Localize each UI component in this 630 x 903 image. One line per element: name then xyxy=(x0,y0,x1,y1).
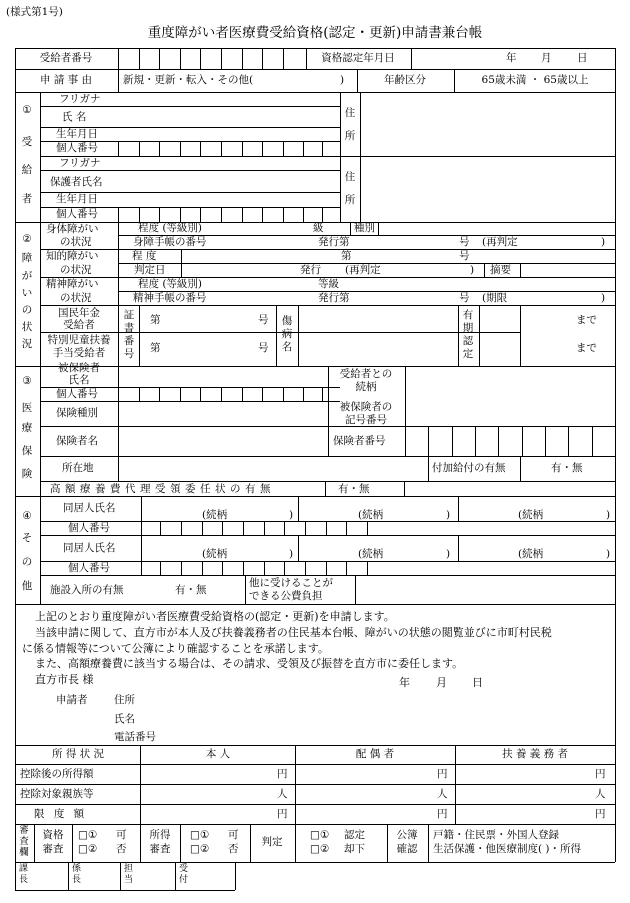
cert-year-label: 年 xyxy=(506,52,517,64)
unit-label: 円 xyxy=(277,768,288,780)
physical-kind-label: 種別 xyxy=(354,222,375,234)
furigana-label: フリガナ xyxy=(59,93,101,105)
section1-number: ① xyxy=(22,104,32,116)
registry-check-label-1: 公簿 xyxy=(396,829,418,841)
intellectual-no-label: 号 xyxy=(459,250,470,262)
section4-number: ④ xyxy=(22,510,32,522)
income-row-label: 控除対象親族等 xyxy=(20,788,94,800)
disease-char: 名 xyxy=(281,341,293,353)
mental-no-label: 号 xyxy=(459,292,470,304)
cohabitant-mynumber-label-1: 個人番号 xyxy=(68,522,110,534)
cohabitant-mynumber-label-2: 個人番号 xyxy=(68,562,110,574)
checkbox-2[interactable]: □② xyxy=(190,843,210,855)
stamp-label-4b: 付 xyxy=(179,875,189,885)
checkbox-1[interactable]: □① xyxy=(310,829,330,841)
applicant-name-label: 氏名 xyxy=(114,713,135,725)
stamp-label-1b: 長 xyxy=(19,875,29,885)
income-header-support: 扶 養 義 務 者 xyxy=(502,748,568,760)
facility-label: 施設入所の有無 xyxy=(50,584,124,596)
other-public-label-1: 他に受けることが xyxy=(249,577,333,589)
reason-options: 新規・更新・転入・その他( xyxy=(123,74,254,86)
applicant-tel-label: 電話番号 xyxy=(114,731,156,743)
valid-period-char: 認 xyxy=(462,335,474,347)
form-number: (様式第1号) xyxy=(6,6,63,18)
unit-label: 円 xyxy=(277,808,288,820)
section2-char: い xyxy=(21,287,33,299)
other-public-label-2: できる公費負担 xyxy=(249,590,323,602)
stamp-label-3a: 担 xyxy=(124,864,134,874)
section3-number: ③ xyxy=(22,375,32,387)
intellectual-summary-label: 摘要 xyxy=(490,264,511,276)
insured-label-2: 氏名 xyxy=(68,374,90,386)
income-row-label: 限 度 額 xyxy=(34,808,88,820)
income-header-spouse: 配 偶 者 xyxy=(355,748,395,760)
mayor-address: 直方市長 様 xyxy=(35,673,94,686)
address-label-1: 住 xyxy=(344,107,356,119)
section4-char: の xyxy=(21,556,33,568)
relation-close: ) xyxy=(606,509,611,521)
disease-char: 病 xyxy=(281,328,293,340)
mental-grade-label: 等級 xyxy=(318,278,339,290)
insured-mynumber-label: 個人番号 xyxy=(56,388,98,400)
ng-label: 否 xyxy=(116,843,127,855)
extra-benefit-options: 有・無 xyxy=(551,462,583,474)
disease-char: 傷 xyxy=(281,315,293,327)
unit-label: 人 xyxy=(437,788,448,800)
cert-no-char: 書 xyxy=(123,322,135,334)
income-review-label-1: 所得 xyxy=(149,829,171,841)
relation-open: (続柄 xyxy=(518,509,544,521)
stamp-label-4a: 受 xyxy=(179,864,189,874)
pension-no-suffix: 号 xyxy=(258,314,269,326)
unit-label: 円 xyxy=(595,768,606,780)
intellectual-degree-label: 程 度 xyxy=(132,250,157,262)
special-allowance-label-1: 特別児童扶養 xyxy=(47,334,111,346)
relation-close: ) xyxy=(446,548,451,560)
section1-char: 受 xyxy=(21,136,33,148)
section4-char: そ xyxy=(21,532,33,544)
section2-number: ② xyxy=(22,233,32,245)
cert-no-char: 番 xyxy=(123,335,135,347)
valid-period-char: 定 xyxy=(462,348,474,360)
relation-open: (続柄 xyxy=(518,548,544,560)
insured-symbol-label-2: 記号番号 xyxy=(345,414,387,426)
guardian-address-label-1: 住 xyxy=(344,171,356,183)
unit-label: 円 xyxy=(437,768,448,780)
review-char: 欄 xyxy=(19,847,29,858)
mental-period-label: (期限 xyxy=(482,292,508,304)
income-review-label-2: 審査 xyxy=(149,843,171,855)
unit-label: 円 xyxy=(437,808,448,820)
mental-close: ) xyxy=(601,292,606,304)
physical-book-label: 身障手帳の番号 xyxy=(133,236,207,248)
stamp-label-1a: 課 xyxy=(19,864,29,874)
ng-label: 否 xyxy=(228,843,239,855)
location-label: 所在地 xyxy=(62,462,94,474)
insurer-number-label: 保険者番号 xyxy=(333,435,386,447)
physical-issue-label: 発行第 xyxy=(318,236,350,248)
special-allowance-label-2: 手当受給者 xyxy=(52,347,106,359)
physical-label-1: 身体障がい xyxy=(46,223,99,235)
qual-review-label-1: 資格 xyxy=(42,829,64,841)
intellectual-no-prefix: 第 xyxy=(341,250,352,262)
reason-label: 申 請 事 由 xyxy=(39,74,93,86)
special-no-prefix: 第 xyxy=(150,342,161,354)
valid-period-char: 期 xyxy=(462,322,474,334)
income-header-label: 所 得 状 況 xyxy=(51,748,105,760)
guardian-mynumber-label: 個人番号 xyxy=(56,208,98,220)
age-category-label: 年齢区分 xyxy=(384,74,426,86)
relation-open: (続柄 xyxy=(202,548,228,560)
review-char: 査 xyxy=(19,836,29,847)
intellectual-issue-label: 発行 xyxy=(300,264,321,276)
section3-char: 医 xyxy=(21,402,33,414)
section1-char: 給 xyxy=(21,164,33,176)
section2-char: 況 xyxy=(21,338,33,350)
section2-char: が xyxy=(21,270,33,282)
section3-char: 険 xyxy=(21,468,33,480)
physical-close: ) xyxy=(601,236,606,248)
high-cost-label: 高額療養費代理受領委任状の有無 xyxy=(50,483,275,495)
intellectual-label-1: 知的障がい xyxy=(46,250,99,262)
unit-label: 人 xyxy=(277,788,288,800)
cohabitant-name-label-2: 同居人氏名 xyxy=(63,542,116,554)
cert-day-label: 日 xyxy=(577,52,588,64)
high-cost-options: 有・無 xyxy=(338,483,370,495)
section4-char: 他 xyxy=(21,580,33,592)
cert-no-char: 号 xyxy=(123,348,135,360)
pension-no-prefix: 第 xyxy=(150,314,161,326)
insured-label-1: 被保険者 xyxy=(58,362,100,374)
declaration-line-3: に係る情報等について公簿により確認することを承諾します。 xyxy=(22,642,329,655)
reject-label: 却下 xyxy=(344,843,365,855)
physical-grade-label: 級 xyxy=(313,222,324,234)
declaration-line-4: また、高額療養費に該当する場合は、その請求、受領及び振替を直方市に委任します。 xyxy=(35,657,464,670)
page-title: 重度障がい者医療費受給資格(認定・更新)申請書兼台帳 xyxy=(147,25,483,41)
checkbox-1[interactable]: □① xyxy=(190,829,210,841)
declaration-line-1: 上記のとおり重度障がい者医療費受給資格の(認定・更新)を申請します。 xyxy=(35,610,395,623)
section2-char: 状 xyxy=(21,321,33,333)
special-no-suffix: 号 xyxy=(258,342,269,354)
address-label-2: 所 xyxy=(344,130,356,142)
judge-label: 判定 xyxy=(261,836,283,848)
relation-open: (続柄 xyxy=(202,509,228,521)
applicant-address-label: 住所 xyxy=(114,694,135,706)
stamp-label-2b: 長 xyxy=(72,875,82,885)
approve-label: 認定 xyxy=(344,829,365,841)
decl-year-label: 年 xyxy=(399,676,410,689)
section3-char: 保 xyxy=(21,445,33,457)
mental-book-label: 精神手帳の番号 xyxy=(133,292,207,304)
stamp-label-2a: 係 xyxy=(72,864,82,874)
pension-label-2: 受給者 xyxy=(63,319,95,331)
pension-label-1: 国民年金 xyxy=(58,307,100,319)
registry-check-label-2: 確認 xyxy=(396,843,418,855)
guardian-name-label: 保護者氏名 xyxy=(50,176,103,188)
qual-review-label-2: 審査 xyxy=(42,843,64,855)
relation-label-2: 続柄 xyxy=(355,381,377,393)
guardian-address-label-2: 所 xyxy=(344,194,356,206)
stamp-label-3b: 当 xyxy=(124,875,134,885)
registry-note-2: 生活保護・他医療制度( )・所得 xyxy=(433,843,582,855)
income-row-label: 控除後の所得額 xyxy=(20,768,94,780)
facility-options: 有・無 xyxy=(175,584,207,596)
until-label-1: まで xyxy=(576,314,597,326)
income-header-self: 本 人 xyxy=(205,748,231,760)
mental-issue-label: 発行第 xyxy=(318,292,350,304)
relation-close: ) xyxy=(606,548,611,560)
intellectual-rejudge-label: (再判定 xyxy=(345,264,381,276)
relation-label-1: 受給者との xyxy=(339,368,393,380)
guardian-furigana-label: フリガナ xyxy=(59,157,101,169)
mental-label-2: の状況 xyxy=(60,292,92,304)
intellectual-date-label: 判定日 xyxy=(134,264,166,276)
unit-label: 円 xyxy=(595,808,606,820)
section1-char: 者 xyxy=(21,193,33,205)
section3-char: 療 xyxy=(21,422,33,434)
physical-degree-label: 程度 (等級別) xyxy=(138,222,203,234)
cert-month-label: 月 xyxy=(541,52,552,64)
age-options: 65歳未満 ・ 65歳以上 xyxy=(481,74,589,86)
ok-label: 可 xyxy=(228,829,239,841)
intellectual-label-2: の状況 xyxy=(60,264,92,276)
relation-open: (続柄 xyxy=(358,548,384,560)
decl-day-label: 日 xyxy=(472,676,483,689)
extra-benefit-label: 付加給付の有無 xyxy=(432,462,506,474)
section2-char: の xyxy=(21,304,33,316)
insurance-type-label: 保険種別 xyxy=(56,407,98,419)
checkbox-2[interactable]: □② xyxy=(310,843,330,855)
ok-label: 可 xyxy=(116,829,127,841)
cert-no-char: 証 xyxy=(123,309,135,321)
birthdate-label: 生年月日 xyxy=(56,128,98,140)
mynumber-label: 個人番号 xyxy=(56,142,98,154)
reason-close: ) xyxy=(340,74,345,86)
physical-rejudge-label: (再判定 xyxy=(482,236,518,248)
relation-close: ) xyxy=(446,509,451,521)
intellectual-close: ) xyxy=(470,264,475,276)
registry-note-1: 戸籍・住民票・外国人登録 xyxy=(433,829,559,841)
mental-degree-label: 程度 (等級別) xyxy=(138,278,203,290)
insurer-name-label: 保険者名 xyxy=(56,435,98,447)
applicant-label: 申請者 xyxy=(56,694,88,706)
decl-month-label: 月 xyxy=(436,676,447,689)
mental-label-1: 精神障がい xyxy=(46,278,99,290)
physical-no-label: 号 xyxy=(459,236,470,248)
physical-label-2: の状況 xyxy=(60,236,92,248)
checkbox-2[interactable]: □② xyxy=(78,843,98,855)
recipient-number-label: 受給者番号 xyxy=(39,52,93,64)
declaration-line-2: 当該申請に関して、直方市が本人及び扶養義務者の住民基本台帳、障がいの状態の閲覧並びに市町村民税 xyxy=(35,626,552,639)
cohabitant-name-label-1: 同居人氏名 xyxy=(63,502,116,514)
insured-symbol-label-1: 被保険者の xyxy=(339,401,393,413)
relation-close: ) xyxy=(289,548,294,560)
valid-period-char: 有 xyxy=(462,309,474,321)
until-label-2: まで xyxy=(576,342,597,354)
name-label: 氏 名 xyxy=(62,111,87,123)
relation-close: ) xyxy=(289,509,294,521)
checkbox-1[interactable]: □① xyxy=(78,829,98,841)
unit-label: 人 xyxy=(595,788,606,800)
cert-date-label: 資格認定年月日 xyxy=(321,52,395,64)
section2-char: 障 xyxy=(21,252,33,264)
guardian-birthdate-label: 生年月日 xyxy=(56,193,98,205)
relation-open: (続柄 xyxy=(358,509,384,521)
review-char: 審 xyxy=(19,825,29,836)
